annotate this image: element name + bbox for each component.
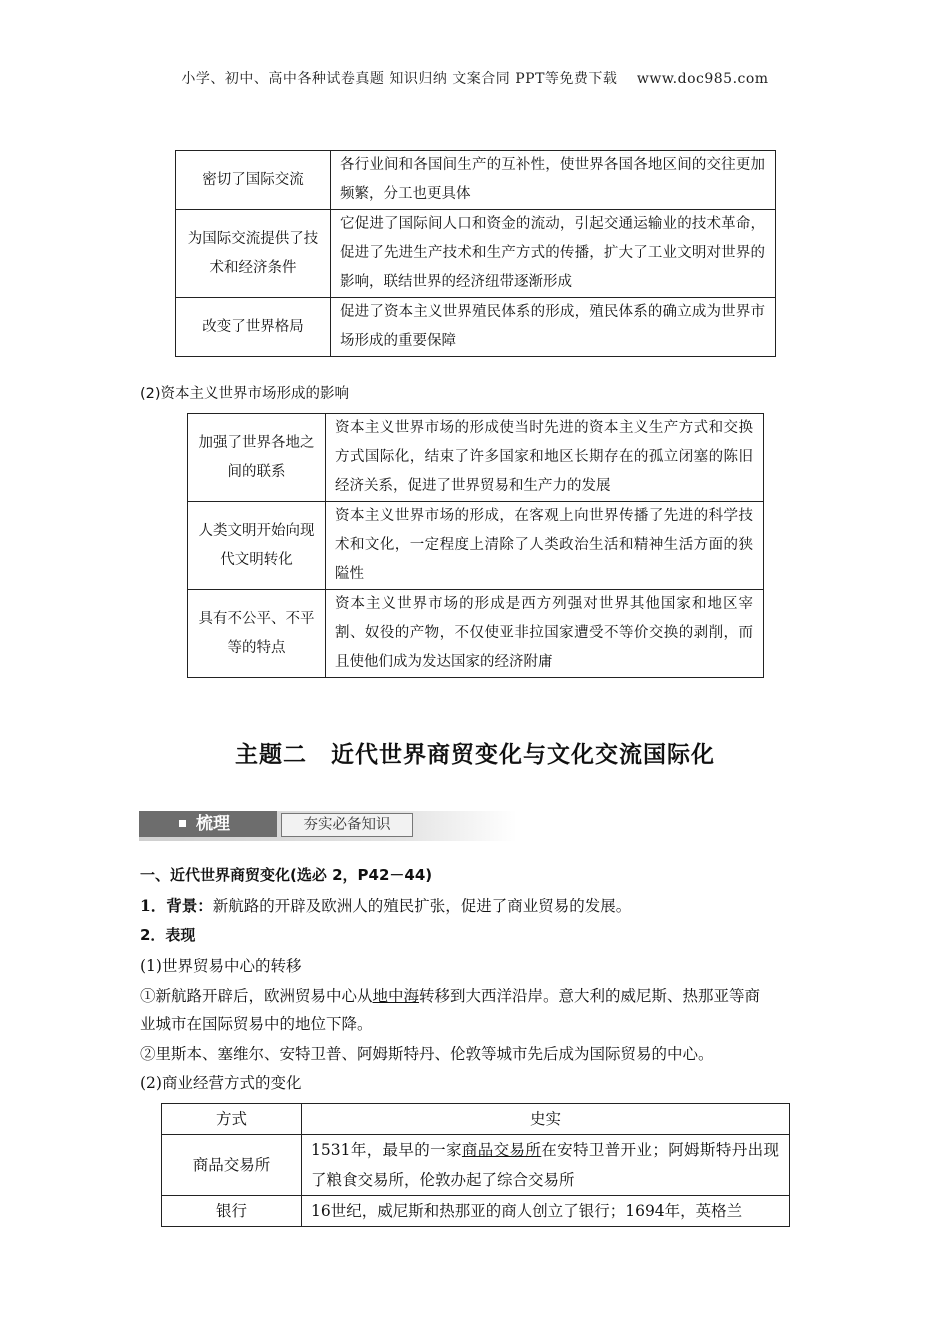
column-header: 方式 — [162, 1104, 302, 1135]
row-label: 商品交易所 — [162, 1135, 302, 1196]
item-heading: (1)世界贸易中心的转移 — [140, 957, 302, 975]
text-run: 1531年，最早的一家 — [311, 1141, 462, 1159]
column-header: 史实 — [302, 1104, 790, 1135]
underlined-term: 地中海 — [372, 987, 420, 1005]
paragraph-line: 业城市在国际贸易中的地位下降。 — [140, 1015, 373, 1033]
table-row — [176, 298, 776, 357]
topic-title — [0, 736, 950, 769]
item-heading: (2)商业经营方式的变化 — [140, 1074, 302, 1092]
banner-pill: 夯实必备知识 — [281, 813, 413, 837]
page-header: 小学、初中、高中各种试卷真题 知识归纳 文案合同 PPT等免费下载 www.doc985.com — [181, 71, 769, 87]
row-label: 具有不公平、不平等的特点 — [188, 590, 326, 678]
text-run: 在安特卫普开业；阿姆斯特丹出现了粮食交易所，伦敦办起了综合交易所 — [311, 1141, 779, 1189]
row-label: 银行 — [162, 1196, 302, 1227]
row-label: 人类文明开始向现代文明转化 — [188, 502, 326, 590]
table-row — [162, 1196, 790, 1227]
row-text — [302, 1135, 790, 1196]
background-text: 新航路的开辟及欧洲人的殖民扩张，促进了商业贸易的发展。 — [212, 897, 632, 915]
row-text: 它促进了国际间人口和资金的流动，引起交通运输业的技术革命，促进了先进生产技术和生产方式的传播，扩大了工业文明对世界的影响，联结世界的经济纽带逐渐形成 — [331, 210, 776, 298]
text-run: 转移到大西洋沿岸。意大利的威尼斯、热那亚等商 — [419, 987, 761, 1005]
topic-number: 主题二 — [235, 742, 307, 768]
section-banner — [139, 811, 517, 841]
text-run: 16世纪，威尼斯和热那亚的商人创立了银行；1694年，英格兰 — [311, 1202, 743, 1220]
row-text: 资本主义世界市场的形成使当时先进的资本主义生产方式和交换方式国际化，结束了许多国家和地区长期存在的孤立闭塞的陈旧经济关系，促进了世界贸易和生产力的发展 — [326, 414, 764, 502]
table-row — [176, 151, 776, 210]
table-row — [176, 210, 776, 298]
table-row — [188, 414, 764, 502]
business-methods-table — [161, 1103, 790, 1227]
subsection-heading: 一、近代世界商贸变化(选必 2，P42－44) — [140, 866, 433, 884]
topic-name: 近代世界商贸变化与文化交流国际化 — [331, 742, 715, 768]
row-text: 资本主义世界市场的形成，在客观上向世界传播了先进的科学技术和文化，一定程度上清除了人类政治生活和精神生活方面的狭隘性 — [326, 502, 764, 590]
background-label: 1．背景： — [140, 896, 213, 915]
background-paragraph — [140, 894, 631, 916]
table-row — [188, 502, 764, 590]
table-row — [188, 590, 764, 678]
row-label: 密切了国际交流 — [176, 151, 331, 210]
underlined-term: 商品交易所 — [461, 1141, 542, 1159]
world-market-impact-table — [187, 413, 764, 678]
performance-heading: 2．表现 — [140, 926, 196, 944]
banner-tag — [139, 811, 277, 837]
row-text — [302, 1196, 790, 1227]
text-run: ①新航路开辟后，欧洲贸易中心从 — [140, 987, 373, 1005]
row-label: 加强了世界各地之间的联系 — [188, 414, 326, 502]
paragraph-line — [140, 984, 760, 1006]
row-label: 改变了世界格局 — [176, 298, 331, 357]
row-text: 促进了资本主义世界殖民体系的形成，殖民体系的确立成为世界市场形成的重要保障 — [331, 298, 776, 357]
row-text: 资本主义世界市场的形成是西方列强对世界其他国家和地区宰割、奴役的产物，不仅使亚非拉国家遭受不等价交换的剥削，而且使他们成为发达国家的经济附庸 — [326, 590, 764, 678]
table-header-row — [162, 1104, 790, 1135]
paragraph-line: ②里斯本、塞维尔、安特卫普、阿姆斯特丹、伦敦等城市先后成为国际贸易的中心。 — [140, 1045, 714, 1063]
banner-tag-label: 梳理 — [196, 814, 230, 834]
table-row — [162, 1135, 790, 1196]
section-heading: (2)资本主义世界市场形成的影响 — [140, 386, 350, 402]
world-market-role-table — [175, 150, 776, 357]
row-label: 为国际交流提供了技术和经济条件 — [176, 210, 331, 298]
square-bullet-icon — [179, 820, 186, 827]
row-text: 各行业间和各国间生产的互补性，使世界各国各地区间的交往更加频繁，分工也更具体 — [331, 151, 776, 210]
